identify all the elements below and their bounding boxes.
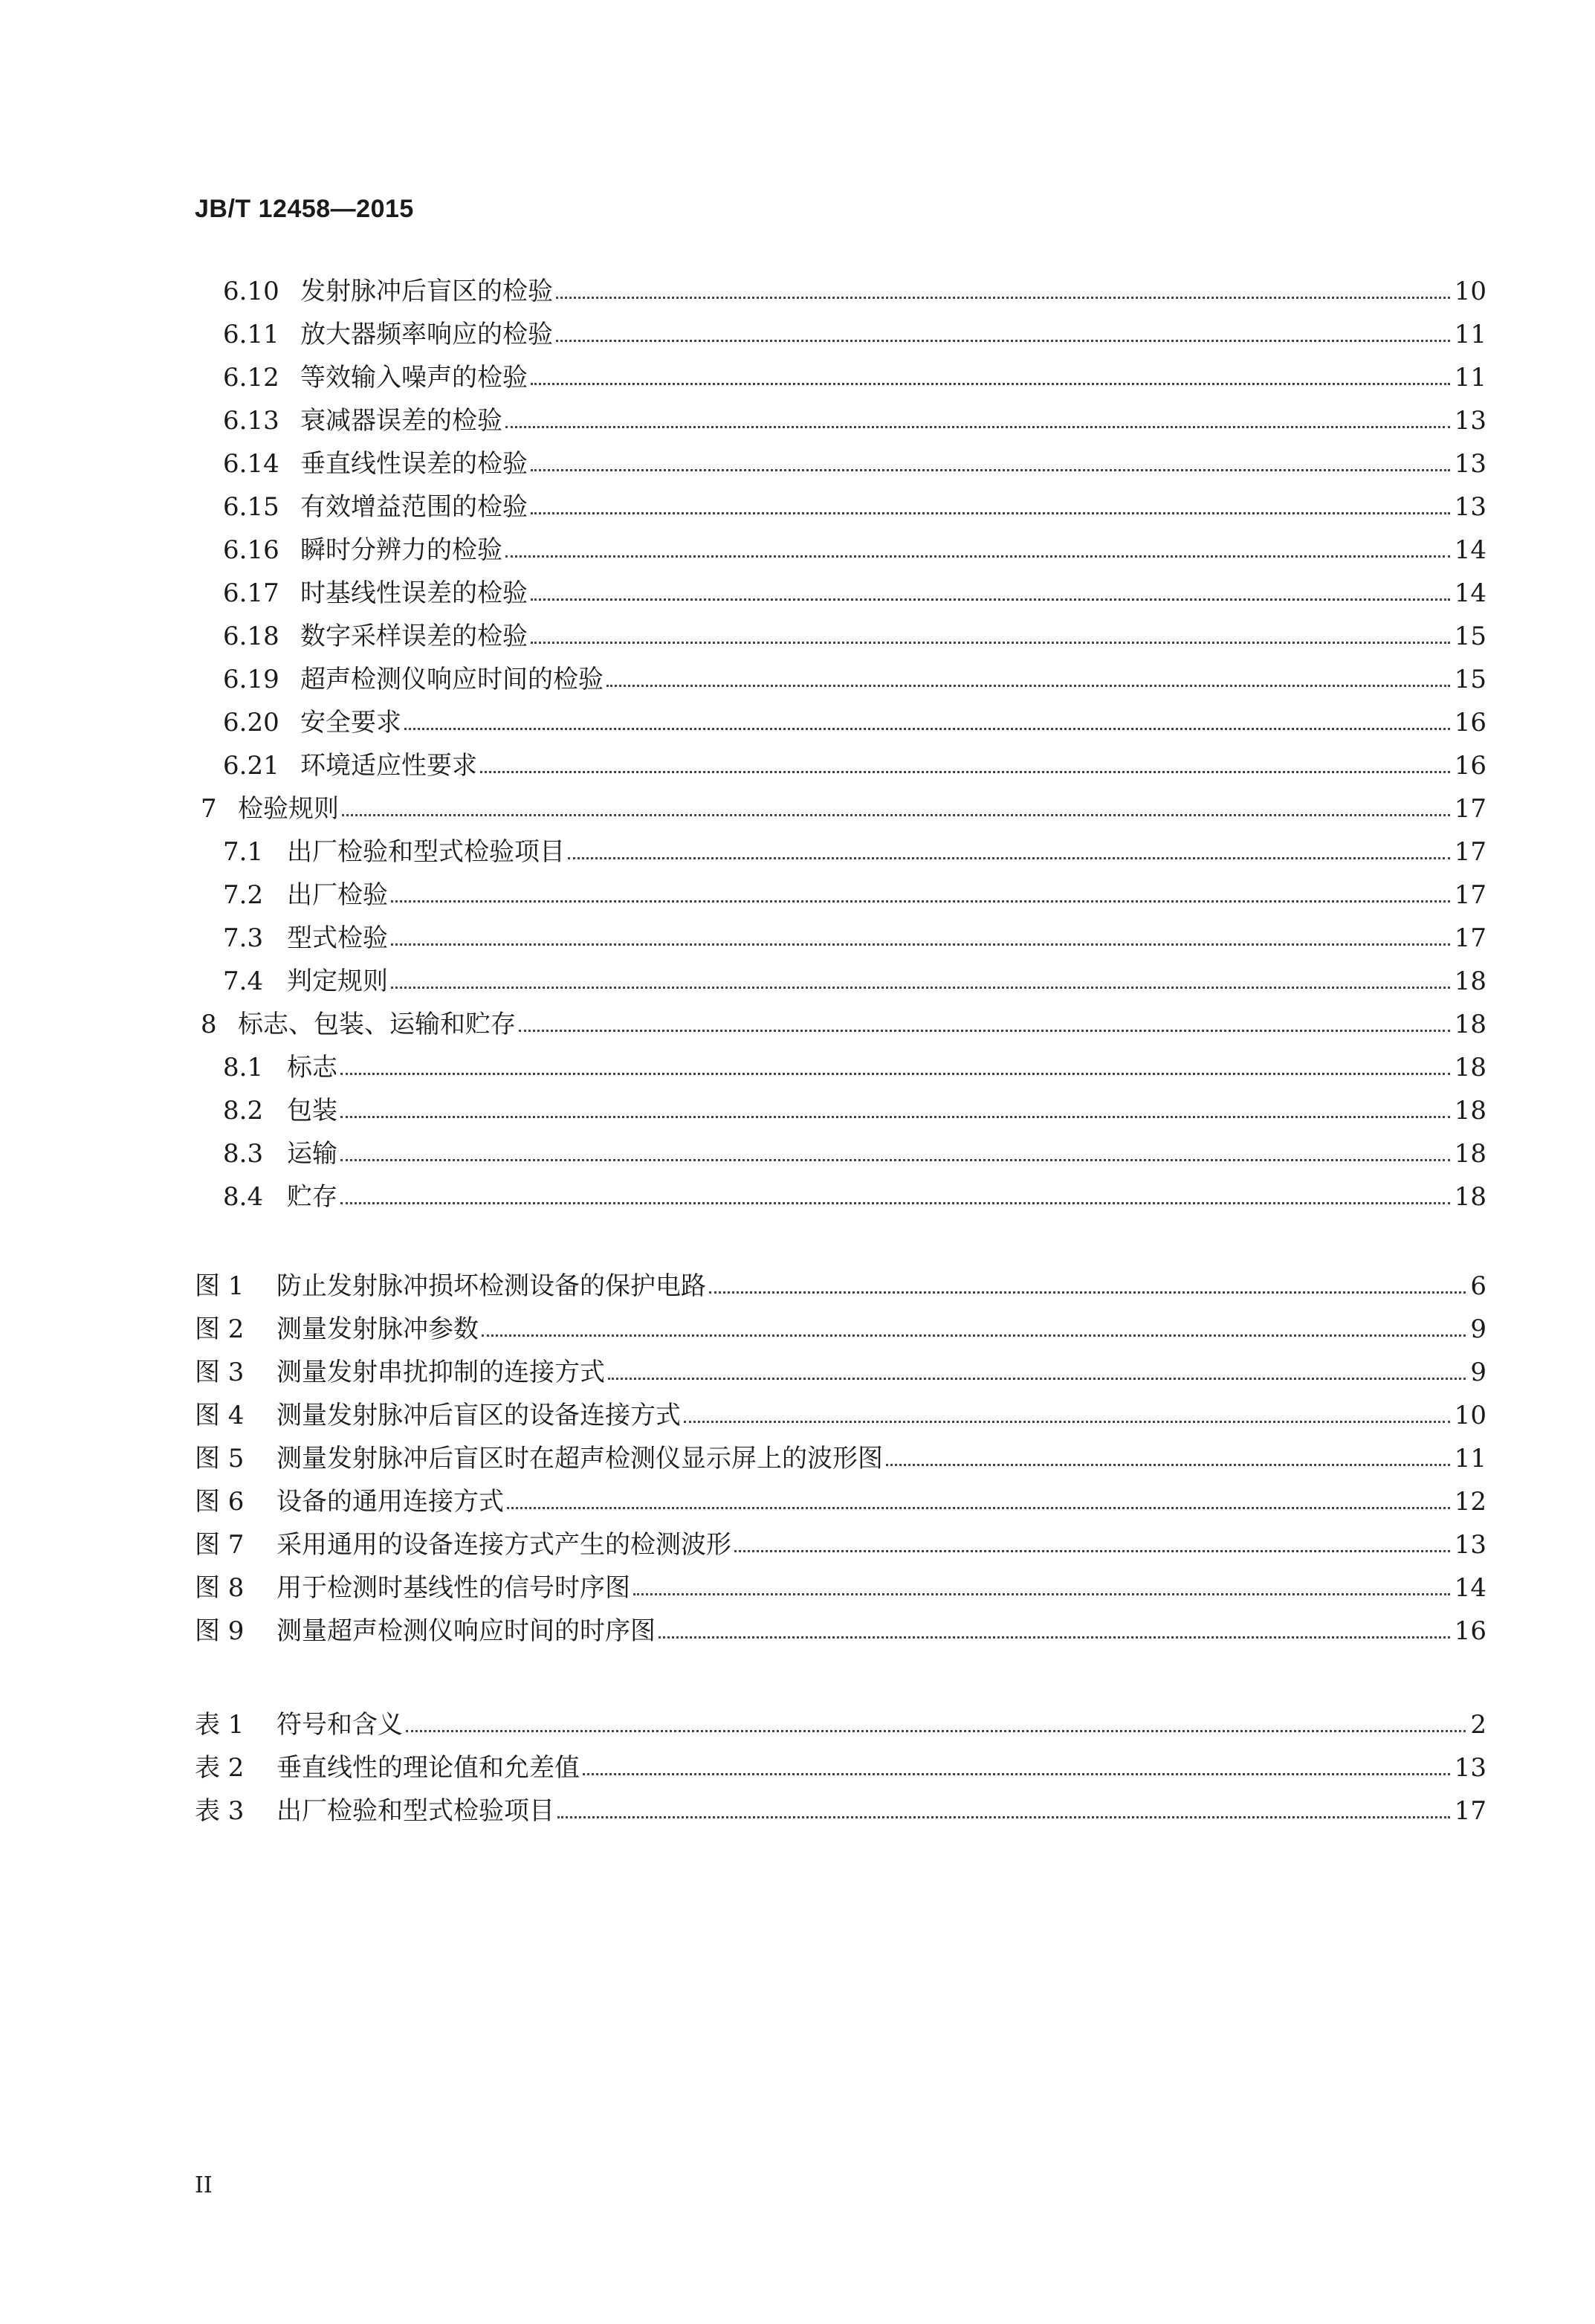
toc-title: 贮存 — [287, 1182, 337, 1212]
toc-title: 数字采样误差的检验 — [300, 622, 528, 651]
toc-page-number: 17 — [1454, 1796, 1486, 1826]
toc-number: 图 4 — [195, 1401, 245, 1430]
toc-page-number: 18 — [1454, 966, 1486, 996]
dot-leader — [568, 857, 1450, 859]
toc-page-number: 13 — [1454, 1753, 1486, 1783]
toc-number: 6.18 — [223, 622, 279, 651]
dot-leader — [531, 598, 1450, 601]
toc-title: 出厂检验和型式检验项目 — [276, 1796, 554, 1826]
toc-page-number: 18 — [1454, 1139, 1486, 1169]
dot-leader — [342, 814, 1450, 816]
toc-title: 安全要求 — [300, 708, 401, 737]
dot-leader — [404, 728, 1450, 730]
dot-leader — [480, 771, 1450, 773]
toc-page-number: 2 — [1470, 1710, 1486, 1740]
toc-figure-entry[interactable] — [195, 1310, 1486, 1344]
page-folio: II — [195, 2172, 213, 2198]
toc-page-number: 18 — [1454, 1010, 1486, 1039]
toc-title: 出厂检验和型式检验项目 — [287, 837, 565, 867]
toc-title: 测量超声检测仪响应时间的时序图 — [276, 1616, 656, 1646]
toc-page-number: 13 — [1454, 406, 1486, 436]
toc-number: 表 2 — [195, 1753, 245, 1783]
toc-page-number: 17 — [1454, 794, 1486, 824]
toc-page-number: 11 — [1454, 363, 1486, 393]
toc-page-number: 11 — [1454, 1444, 1486, 1474]
toc-section-entry[interactable] — [223, 746, 1486, 781]
toc-number: 图 1 — [195, 1271, 245, 1301]
dot-leader — [531, 512, 1450, 514]
toc-number: 表 1 — [195, 1710, 245, 1740]
toc-number: 7.2 — [223, 880, 264, 910]
dot-leader — [391, 987, 1450, 989]
toc-page-number: 17 — [1454, 923, 1486, 953]
toc-number: 图 5 — [195, 1444, 245, 1474]
dot-leader — [340, 1116, 1450, 1118]
toc-section-entry[interactable] — [223, 1048, 1486, 1082]
toc-section-entry[interactable] — [223, 703, 1486, 737]
toc-figure-entry[interactable] — [195, 1526, 1486, 1560]
toc-section-entry[interactable] — [223, 1134, 1486, 1169]
toc-section-entry[interactable] — [223, 574, 1486, 608]
toc-number: 图 2 — [195, 1314, 245, 1344]
dot-leader — [531, 469, 1450, 471]
toc-number: 图 3 — [195, 1358, 245, 1387]
toc-title: 测量发射串扰抑制的连接方式 — [276, 1358, 605, 1387]
toc-page-number: 12 — [1454, 1487, 1486, 1517]
dot-leader — [659, 1636, 1450, 1639]
toc-title: 衰减器误差的检验 — [300, 406, 502, 436]
toc-page-number: 15 — [1454, 622, 1486, 651]
toc-figure-entry[interactable] — [195, 1396, 1486, 1430]
toc-figure-entry[interactable] — [195, 1267, 1486, 1301]
toc-page-number: 9 — [1470, 1314, 1486, 1344]
toc-number: 6.14 — [223, 449, 279, 479]
toc-title: 出厂检验 — [287, 880, 388, 910]
toc-page-number: 13 — [1454, 449, 1486, 479]
toc-page-number: 15 — [1454, 665, 1486, 694]
dot-leader — [583, 1773, 1450, 1775]
toc-number: 图 9 — [195, 1616, 245, 1646]
dot-leader — [606, 685, 1450, 687]
toc-page-number: 13 — [1454, 1530, 1486, 1560]
toc-number: 6.11 — [223, 320, 279, 349]
toc-title: 测量发射脉冲后盲区的设备连接方式 — [276, 1401, 681, 1430]
toc-page-number: 14 — [1454, 578, 1486, 608]
toc-section-entry[interactable] — [223, 401, 1486, 436]
toc-page-number: 18 — [1454, 1096, 1486, 1126]
toc-section-entry[interactable] — [223, 876, 1486, 910]
toc-title: 测量发射脉冲后盲区时在超声检测仪显示屏上的波形图 — [276, 1444, 883, 1474]
toc-section-entry[interactable] — [223, 531, 1486, 565]
toc-title: 检验规则 — [238, 794, 339, 824]
toc-chapter-entry[interactable] — [201, 1005, 1486, 1039]
toc-page-number: 17 — [1454, 837, 1486, 867]
dot-leader — [391, 900, 1450, 903]
toc-title: 标志 — [287, 1053, 337, 1082]
dot-leader — [519, 1030, 1450, 1032]
toc-number: 8.2 — [223, 1096, 264, 1126]
toc-page-number: 14 — [1454, 1573, 1486, 1603]
toc-page-number: 16 — [1454, 1616, 1486, 1646]
dot-leader — [709, 1291, 1466, 1294]
dot-leader — [684, 1421, 1450, 1423]
toc-section-entry[interactable] — [223, 1178, 1486, 1212]
dot-leader — [556, 297, 1450, 299]
dot-leader — [505, 426, 1450, 428]
toc-page-number: 16 — [1454, 751, 1486, 781]
toc-title: 测量发射脉冲参数 — [276, 1314, 479, 1344]
toc-number: 6.17 — [223, 578, 279, 608]
toc-title: 用于检测时基线性的信号时序图 — [276, 1573, 630, 1603]
toc-title: 采用通用的设备连接方式产生的检测波形 — [276, 1530, 731, 1560]
toc-section-entry[interactable] — [223, 1091, 1486, 1126]
dot-leader — [886, 1464, 1450, 1466]
dot-leader — [340, 1202, 1450, 1204]
toc-page-number: 14 — [1454, 535, 1486, 565]
toc-page-number: 10 — [1454, 277, 1486, 306]
dot-leader — [340, 1073, 1450, 1075]
toc-number: 6.19 — [223, 665, 279, 694]
toc-title: 时基线性误差的检验 — [300, 578, 528, 608]
toc-number: 图 7 — [195, 1530, 245, 1560]
toc-number: 8.1 — [223, 1053, 264, 1082]
toc-page-number: 13 — [1454, 492, 1486, 522]
toc-page-number: 18 — [1454, 1182, 1486, 1212]
toc-figure-entry[interactable] — [195, 1569, 1486, 1603]
toc-title: 垂直线性的理论值和允差值 — [276, 1753, 580, 1783]
toc-table-entry[interactable] — [195, 1749, 1486, 1783]
toc-number: 8 — [201, 1010, 217, 1039]
toc-page-number: 10 — [1454, 1401, 1486, 1430]
toc-page-number: 9 — [1470, 1358, 1486, 1387]
toc-number: 6.12 — [223, 363, 279, 393]
toc-number: 6.10 — [223, 277, 279, 306]
toc-title: 有效增益范围的检验 — [300, 492, 528, 522]
toc-title: 判定规则 — [287, 966, 388, 996]
toc-number: 8.3 — [223, 1139, 264, 1169]
toc-number: 6.15 — [223, 492, 279, 522]
toc-title: 包装 — [287, 1096, 337, 1126]
dot-leader — [406, 1730, 1466, 1732]
toc-number: 7.4 — [223, 966, 264, 996]
toc-section-entry[interactable] — [223, 660, 1486, 694]
toc-number: 8.4 — [223, 1182, 264, 1212]
toc-title: 垂直线性误差的检验 — [300, 449, 528, 479]
dot-leader — [531, 642, 1450, 644]
toc-number: 7 — [201, 794, 217, 824]
toc-table-entry[interactable] — [195, 1792, 1486, 1826]
toc-number: 6.20 — [223, 708, 279, 737]
toc-title: 超声检测仪响应时间的检验 — [300, 665, 604, 694]
toc-section-entry[interactable] — [223, 617, 1486, 651]
toc-page-number: 17 — [1454, 880, 1486, 910]
toc-figure-entry[interactable] — [195, 1482, 1486, 1517]
toc-section-entry[interactable] — [223, 962, 1486, 996]
dot-leader — [556, 340, 1450, 342]
toc-title: 标志、包装、运输和贮存 — [238, 1010, 516, 1039]
standard-code: JB/T 12458—2015 — [195, 195, 414, 223]
toc-number: 图 6 — [195, 1487, 245, 1517]
toc-figure-entry[interactable] — [195, 1612, 1486, 1646]
toc-title: 瞬时分辨力的检验 — [300, 535, 502, 565]
toc-page-number: 16 — [1454, 708, 1486, 737]
dot-leader — [340, 1159, 1450, 1161]
toc-number: 表 3 — [195, 1796, 245, 1826]
toc-number: 6.21 — [223, 751, 279, 781]
toc-title: 等效输入噪声的检验 — [300, 363, 528, 393]
toc-chapter-entry[interactable] — [201, 790, 1486, 824]
toc-section-entry[interactable] — [223, 358, 1486, 393]
toc-title: 设备的通用连接方式 — [276, 1487, 504, 1517]
toc-title: 放大器频率响应的检验 — [300, 320, 553, 349]
toc-title: 符号和含义 — [276, 1710, 403, 1740]
dot-leader — [507, 1507, 1450, 1509]
toc-number: 6.13 — [223, 406, 279, 436]
toc-title: 发射脉冲后盲区的检验 — [300, 277, 553, 306]
toc-figure-entry[interactable] — [195, 1353, 1486, 1387]
toc-section-entry[interactable] — [223, 488, 1486, 522]
toc-table-entry[interactable] — [195, 1705, 1486, 1740]
dot-leader — [633, 1593, 1450, 1595]
dot-leader — [608, 1378, 1466, 1380]
toc-number: 图 8 — [195, 1573, 245, 1603]
toc-number: 7.1 — [223, 837, 264, 867]
toc-section-entry[interactable] — [223, 919, 1486, 953]
toc-section-entry[interactable] — [223, 315, 1486, 349]
toc-title: 运输 — [287, 1139, 337, 1169]
toc-page-number: 18 — [1454, 1053, 1486, 1082]
dot-leader — [482, 1334, 1466, 1337]
toc-section-entry[interactable] — [223, 833, 1486, 867]
dot-leader — [505, 555, 1450, 558]
dot-leader — [391, 943, 1450, 946]
toc-page-number: 11 — [1454, 320, 1486, 349]
toc-section-entry[interactable] — [223, 272, 1486, 306]
toc-figure-entry[interactable] — [195, 1439, 1486, 1474]
toc-title: 防止发射脉冲损坏检测设备的保护电路 — [276, 1271, 706, 1301]
dot-leader — [557, 1816, 1450, 1818]
toc-number: 6.16 — [223, 535, 279, 565]
toc-title: 型式检验 — [287, 923, 388, 953]
toc-section-entry[interactable] — [223, 445, 1486, 479]
dot-leader — [734, 1550, 1450, 1552]
toc-number: 7.3 — [223, 923, 264, 953]
dot-leader — [531, 383, 1450, 385]
toc-title: 环境适应性要求 — [300, 751, 477, 781]
toc-page-number: 6 — [1470, 1271, 1486, 1301]
